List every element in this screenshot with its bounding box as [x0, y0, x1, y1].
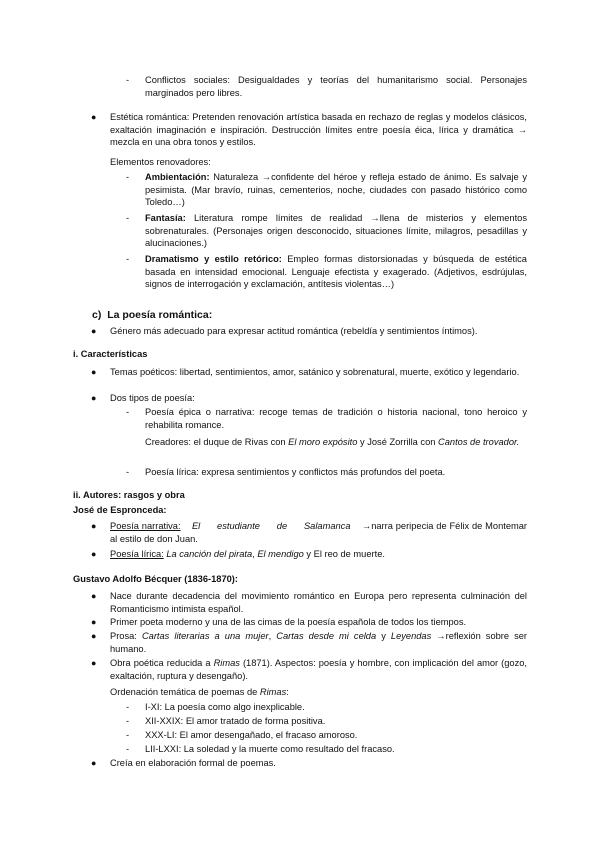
narrativa-title: El estudiante de Salamanca: [191, 521, 351, 531]
section-c-intro: Género más adecuado para expresar actitud romántica (rebeldía y sentimientos íntimos).: [110, 326, 478, 336]
dot-bullet: ●: [91, 758, 97, 768]
autores-heading: ii. Autores: rasgos y obra: [73, 490, 185, 500]
section-c-heading: [92, 309, 600, 322]
dramatismo-term: Dramatismo y estilo retórico:: [145, 254, 282, 264]
lirica-label: Poesía lírica:: [110, 549, 164, 559]
fantasia-text: Literatura rompe límites de realidad →llena de misterios y elementos sobrenaturales. (Personajes origen desconocido, situaciones límite, milagros, pesadillas y alucinaciones.): [145, 213, 527, 249]
narrativa-text: →narra peripecia de Félix de Montemar al estilo de don Juan.: [110, 521, 527, 544]
ordenacion-label: [110, 686, 600, 699]
dot-bullet: ●: [91, 326, 97, 336]
dot-bullet: ●: [91, 658, 97, 668]
dramatismo-item: [145, 253, 527, 291]
lirica-title-2: El mendigo: [257, 549, 304, 559]
b3-f: Leyendas: [390, 631, 432, 641]
dash-bullet: -: [126, 702, 130, 712]
b4-c: (1871). Aspectos: poesía y hombre, con implicación del amor (gozo, exaltación, ruptura y desengaño).: [110, 658, 527, 681]
b3-d: Cartas desde mi celda: [276, 631, 377, 641]
fantasia-term: Fantasía:: [145, 213, 186, 223]
ord-b: Rimas: [259, 687, 287, 697]
section-c-label: c): [92, 309, 102, 321]
creadores-d: Cantos de trovador.: [438, 437, 520, 447]
lirica-title-1: La canción del pirata: [166, 549, 253, 559]
estetica-text: Estética romántica: Pretenden renovación artística basada en rechazo de reglas y modelos clásicos, exaltación imaginación e inspiración. Destrucción límites entre poesía éica, lírica y dramática → mezcla en una obra tonos y estilos.: [110, 112, 527, 148]
b3-a: Prosa:: [110, 631, 142, 641]
b3-b: Cartas literarias a una mujer: [141, 631, 269, 641]
dash-bullet: -: [126, 744, 130, 754]
becquer-b4: [110, 657, 527, 682]
dash-bullet: -: [126, 716, 130, 726]
narrativa-label: Poesía narrativa:: [110, 521, 181, 531]
fantasia-item: [145, 212, 527, 250]
becquer-b3: [110, 630, 527, 655]
creadores-text: [145, 436, 527, 449]
dot-bullet: ●: [91, 617, 97, 627]
rima-item: XXX-LI: El amor desengañado, el fracaso amoroso.: [145, 730, 358, 740]
espronceda-lirica: [110, 548, 600, 561]
becquer-b1: Nace durante decadencia del movimiento romántico en Europa pero representa culminación del Romanticismo intimista español.: [110, 591, 527, 614]
lirica-text: Poesía lírica: expresa sentimientos y conflictos más profundos del poeta.: [145, 467, 446, 477]
dot-bullet: ●: [91, 521, 97, 531]
b4-a: Obra poética reducida a: [110, 658, 214, 668]
elementos-label: Elementos renovadores:: [110, 157, 211, 167]
ambientacion-text: Naturaleza →confidente del héroe y refleja estado de ánimo. Es salvaje y pesimista. (Mar bravío, ruinas, cementerios, noche, ciudades con pasado histórico como Toledo…): [145, 172, 527, 208]
dash-bullet: -: [126, 75, 130, 85]
creadores-a: Creadores: el duque de Rivas con: [145, 437, 289, 447]
becquer-b5: Creía en elaboración formal de poemas.: [110, 758, 276, 768]
rima-item: I-XI: La poesía como algo inexplicable.: [145, 702, 305, 712]
ambientacion-term: Ambientación:: [145, 172, 210, 182]
dash-bullet: -: [126, 407, 130, 417]
conflictos-text: Conflictos sociales: Desigualdades y teorías del humanitarismo social. Personajes marginados pero libres.: [145, 75, 527, 98]
rima-item: XII-XXIX: El amor tratado de forma positiva.: [145, 716, 326, 726]
dot-bullet: ●: [91, 549, 97, 559]
rima-item: LII-LXXI: La soledad y la muerte como resultado del fracaso.: [145, 744, 395, 754]
ambientacion-item: [145, 171, 527, 209]
dot-bullet: ●: [91, 367, 97, 377]
dash-bullet: -: [126, 213, 130, 223]
ord-c: :: [286, 687, 289, 697]
dot-bullet: ●: [91, 393, 97, 403]
epica-text: Poesía épica o narrativa: recoge temas de tradición o historia nacional, tono heroico y rehabilita romance.: [145, 407, 527, 430]
dot-bullet: ●: [91, 591, 97, 601]
caracteristicas-heading: i. Características: [73, 349, 148, 359]
becquer-b2: Primer poeta moderno y una de las cimas de la poesía española de todos los tiempos.: [110, 617, 467, 627]
creadores-b: El moro expósito: [288, 437, 358, 447]
dramatismo-text: Empleo formas distorsionadas y búsqueda de estética basada en intensidad emocional. Lenguaje efectista y exagerado. (Adjetivos, esdrújulas, signos de interrogación y exclamación, antítesis violentas…): [145, 254, 527, 290]
dos-tipos-text: Dos tipos de poesía:: [110, 393, 195, 403]
dash-bullet: -: [126, 730, 130, 740]
espronceda-narrativa: [110, 520, 527, 545]
b3-c: ,: [268, 631, 277, 641]
b3-g: →reflexión sobre ser humano.: [110, 631, 528, 654]
ord-a: Ordenación temática de poemas de: [110, 687, 260, 697]
creadores-c: y José Zorrilla con: [357, 437, 439, 447]
b4-b: Rimas: [213, 658, 240, 668]
temas-text: Temas poéticos: libertad, sentimientos, amor, satánico y sobrenatural, muerte, exótico y legendario.: [110, 367, 520, 377]
dot-bullet: ●: [91, 112, 97, 122]
section-c-title: La poesía romántica:: [107, 309, 213, 321]
becquer-name: Gustavo Adolfo Bécquer (1836-1870):: [73, 574, 238, 584]
dot-bullet: ●: [91, 631, 97, 641]
dash-bullet: -: [126, 172, 130, 182]
espronceda-name: José de Espronceda:: [73, 505, 167, 515]
b3-e: y: [376, 631, 391, 641]
dash-bullet: -: [126, 467, 130, 477]
lirica-sep: ,: [252, 549, 258, 559]
dash-bullet: -: [126, 254, 130, 264]
lirica-rest: y El reo de muerte.: [303, 549, 385, 559]
